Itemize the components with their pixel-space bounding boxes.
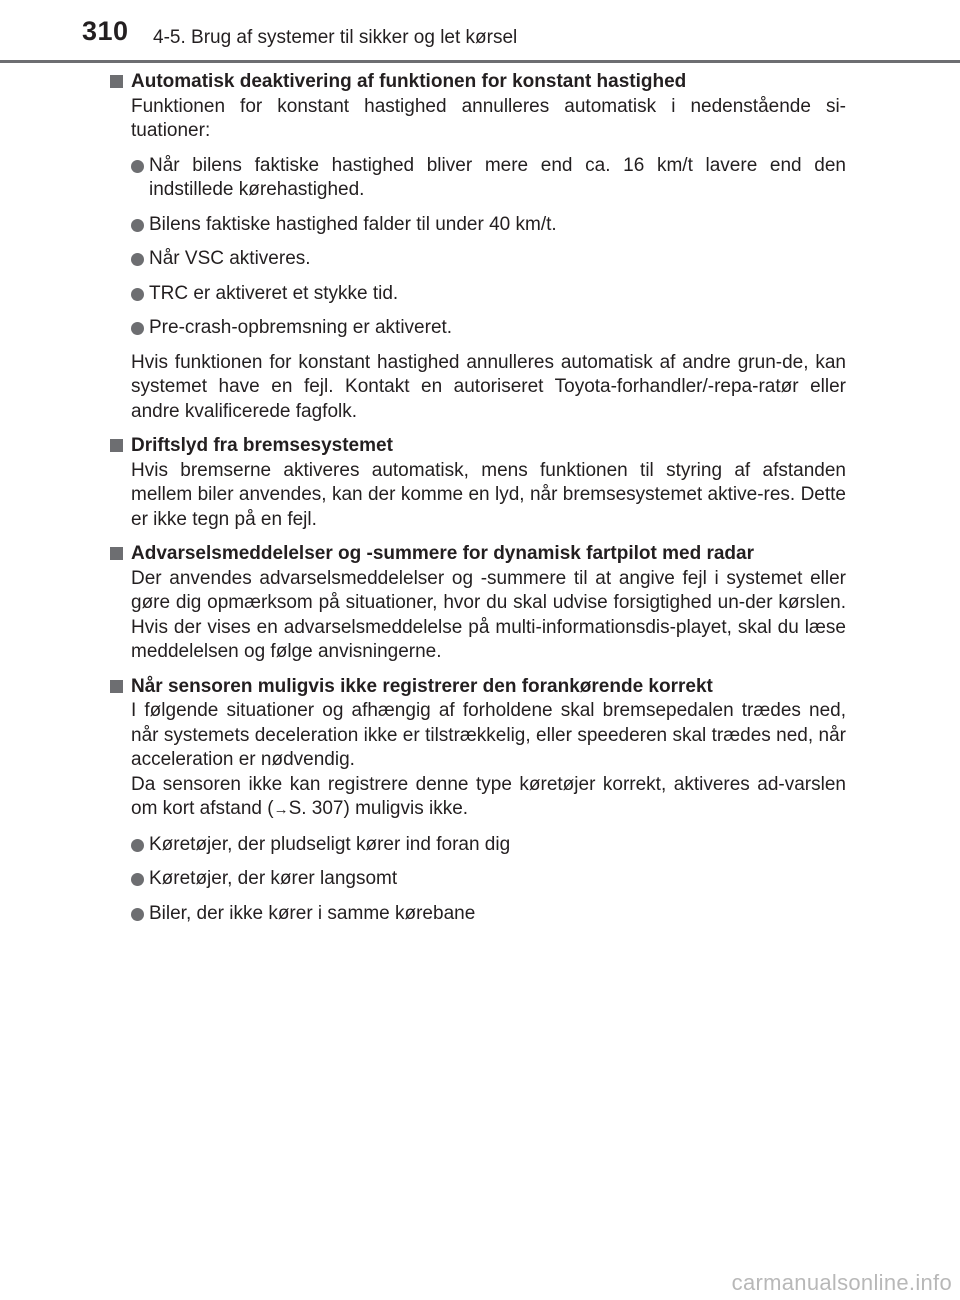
section-body: Der anvendes advarselsmeddelelser og -summere til at angive fejl i systemet eller gøre dig opmærksom på situationer, hvor du skal udvise forsigtighed un-der kørslen. Hvis der vises en advarselsmeddelelse på multi-informationsdis-playet, skal du læse meddelelsen og følge anvisningerne. [131,567,846,662]
section-heading-text: Advarselsmeddelelser og -summere for dynamisk fartpilot med radar [131,543,754,564]
list-item [131,833,846,858]
list-item [131,316,846,341]
page-reference-link[interactable]: S. 307) muligvis ikke. [288,798,469,819]
list-item [131,282,846,307]
list-item-text: Køretøjer, der kører langsomt [149,868,398,889]
list-item-text: Køretøjer, der pludseligt kører ind foran dig [149,833,511,855]
round-bullet-icon [131,160,144,173]
round-bullet-icon [131,908,144,921]
square-bullet-icon [110,680,123,693]
section-sensor-detection [108,675,846,927]
section-heading [108,434,846,459]
list-item-text: Når bilens faktiske hastighed bliver mere end ca. 16 km/t lavere end den indstillede kørehastighed. [149,154,846,200]
round-bullet-icon [131,253,144,266]
list-item-text: TRC er aktiveret et stykke tid. [149,282,399,304]
section-auto-deactivation [108,70,846,424]
list-item [131,213,846,238]
page-number: 310 [82,16,129,46]
section-warnings [108,542,846,665]
arrow-right-icon: → [273,801,289,818]
section-heading [108,70,846,95]
square-bullet-icon [110,439,123,452]
section-body: Hvis bremserne aktiveres automatisk, mens funktionen til styring af afstanden mellem biler anvendes, kan der komme en lyd, når bremsesystemet aktive-res. Dette er ikke tegn på en fejl. [131,459,846,530]
header-rule [0,60,960,63]
list-item [131,902,846,927]
round-bullet-icon [131,873,144,886]
section-heading [108,542,846,567]
section-intro: Funktionen for konstant hastighed annulleres automatisk i nedenstående si-tuationer: [131,95,846,141]
square-bullet-icon [110,75,123,88]
section-outro: Hvis funktionen for konstant hastighed annulleres automatisk af andre grun-de, kan systemet have en fejl. Kontakt en autoriseret Toyota-forhandler/-repa-ratør eller andre kvalificerede fagfolk. [131,351,846,422]
watermark-link[interactable]: carmanualsonline.info [731,1270,952,1295]
round-bullet-icon [131,322,144,335]
list-item-text: Pre-crash-opbremsning er aktiveret. [149,317,453,338]
section-heading-text: Automatisk deaktivering af funktionen for konstant hastighed [131,71,687,92]
section-heading-text: Når sensoren muligvis ikke registrerer den forankørende korrekt [131,675,713,697]
list-item [131,867,846,892]
section-title: 4-5. Brug af systemer til sikker og let kørsel [153,27,518,48]
square-bullet-icon [110,547,123,560]
list-item-text: Når VSC aktiveres. [149,248,311,269]
section-body: I følgende situationer og afhængig af forholdene skal bremsepedalen trædes ned, når systemets deceleration ikke er tilstrækkelig, eller speederen skal trædes ned, når acceleration er nødvendig. [131,700,846,770]
section-heading [108,675,846,700]
round-bullet-icon [131,839,144,852]
reference-text-before: Da sensoren ikke kan registrere denne type køretøjer korrekt, aktiveres ad-varslen om kort afstand ( [131,773,846,819]
list-item [131,154,846,203]
list-item-text: Biler, der ikke kører i samme kørebane [149,902,476,924]
list-item [131,247,846,272]
round-bullet-icon [131,219,144,232]
section-body-reference [131,773,846,823]
round-bullet-icon [131,288,144,301]
page-header [0,0,960,64]
page-content [108,70,846,936]
section-brake-noise [108,434,846,532]
section-heading-text: Driftslyd fra bremsesystemet [131,435,393,456]
list-item-text: Bilens faktiske hastighed falder til under 40 km/t. [149,213,557,235]
